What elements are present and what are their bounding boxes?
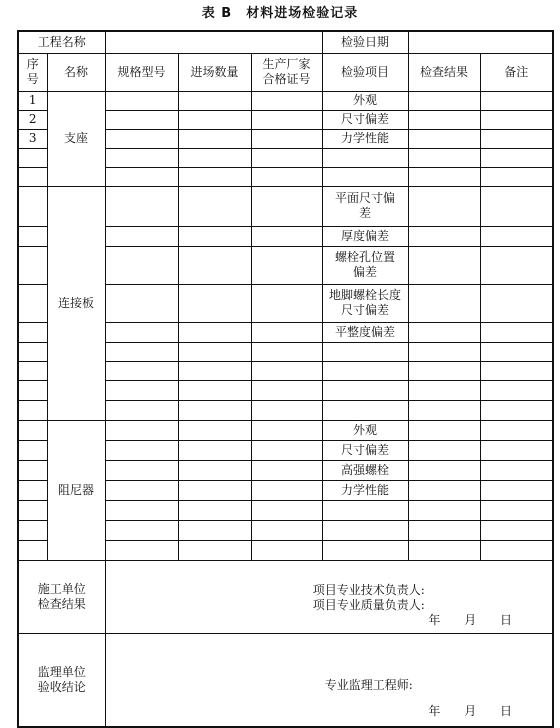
qty-cell[interactable] xyxy=(178,342,251,361)
remark-cell[interactable] xyxy=(480,440,553,460)
project-name-value[interactable] xyxy=(105,31,322,53)
item-cell xyxy=(322,500,408,520)
item-cell xyxy=(322,520,408,540)
result-cell[interactable] xyxy=(408,91,480,110)
seq-cell xyxy=(18,186,47,226)
spec-cell[interactable] xyxy=(105,110,178,129)
header-row-project xyxy=(18,31,553,53)
seq-cell xyxy=(18,322,47,342)
spec-cell[interactable] xyxy=(105,167,178,186)
result-cell[interactable] xyxy=(408,186,480,226)
spec-cell[interactable] xyxy=(105,520,178,540)
inspection-date-label: 检验日期 xyxy=(322,31,408,53)
remark-cell[interactable] xyxy=(480,460,553,480)
cert-cell[interactable] xyxy=(251,420,322,440)
construction-row xyxy=(18,560,553,633)
result-cell[interactable] xyxy=(408,148,480,167)
item-cell: 厚度偏差 xyxy=(322,226,408,246)
seq-cell xyxy=(18,540,47,560)
result-cell[interactable] xyxy=(408,322,480,342)
result-cell[interactable] xyxy=(408,540,480,560)
supervisor-label: 专业监理工程师: xyxy=(324,677,413,692)
item-cell xyxy=(322,540,408,560)
qty-cell[interactable] xyxy=(178,129,251,148)
cert-cell[interactable] xyxy=(251,129,322,148)
seq-cell: 2 xyxy=(18,110,47,129)
qty-cell[interactable] xyxy=(178,226,251,246)
column-remark: 备注 xyxy=(480,53,553,91)
group-name-cell: 连接板 xyxy=(47,186,105,420)
item-cell: 平面尺寸偏差 xyxy=(322,186,408,226)
qty-cell[interactable] xyxy=(178,380,251,400)
spec-cell[interactable] xyxy=(105,91,178,110)
remark-cell[interactable] xyxy=(480,380,553,400)
spec-cell[interactable] xyxy=(105,226,178,246)
qty-cell[interactable] xyxy=(178,148,251,167)
seq-cell xyxy=(18,342,47,361)
cert-cell[interactable] xyxy=(251,540,322,560)
column-qty: 进场数量 xyxy=(178,53,251,91)
qty-cell[interactable] xyxy=(178,420,251,440)
remark-cell[interactable] xyxy=(480,284,553,322)
spec-cell[interactable] xyxy=(105,460,178,480)
column-cert: 生产厂家合格证号 xyxy=(251,53,322,91)
cert-cell[interactable] xyxy=(251,284,322,322)
qty-cell[interactable] xyxy=(178,361,251,380)
spec-cell[interactable] xyxy=(105,284,178,322)
qty-cell[interactable] xyxy=(178,322,251,342)
cert-cell[interactable] xyxy=(251,342,322,361)
remark-cell[interactable] xyxy=(480,129,553,148)
qty-cell[interactable] xyxy=(178,440,251,460)
supervision-signature-area[interactable] xyxy=(105,633,553,727)
group-name-cell: 支座 xyxy=(47,91,105,186)
spec-cell[interactable] xyxy=(105,500,178,520)
quality-lead-label: 项目专业质量负责人: xyxy=(312,597,425,612)
seq-cell: 1 xyxy=(18,91,47,110)
construction-label: 施工单位检查结果 xyxy=(18,560,105,633)
cert-cell[interactable] xyxy=(251,400,322,420)
remark-cell[interactable] xyxy=(480,226,553,246)
column-seq: 序号 xyxy=(18,53,47,91)
result-cell[interactable] xyxy=(408,520,480,540)
qty-cell[interactable] xyxy=(178,520,251,540)
spec-cell[interactable] xyxy=(105,400,178,420)
spec-cell[interactable] xyxy=(105,420,178,440)
spec-cell[interactable] xyxy=(105,129,178,148)
result-cell[interactable] xyxy=(408,480,480,500)
result-cell[interactable] xyxy=(408,440,480,460)
cert-cell[interactable] xyxy=(251,520,322,540)
item-cell: 外观 xyxy=(322,91,408,110)
remark-cell[interactable] xyxy=(480,420,553,440)
item-cell xyxy=(322,167,408,186)
spec-cell[interactable] xyxy=(105,148,178,167)
cert-cell[interactable] xyxy=(251,322,322,342)
qty-cell[interactable] xyxy=(178,460,251,480)
table-row xyxy=(18,420,553,440)
tech-lead-label: 项目专业技术负责人: xyxy=(312,582,425,597)
item-cell xyxy=(322,148,408,167)
header-row-columns xyxy=(18,53,553,91)
item-cell: 平整度偏差 xyxy=(322,322,408,342)
spec-cell[interactable] xyxy=(105,540,178,560)
remark-cell[interactable] xyxy=(480,400,553,420)
qty-cell[interactable] xyxy=(178,246,251,284)
qty-cell[interactable] xyxy=(178,91,251,110)
result-cell[interactable] xyxy=(408,500,480,520)
result-cell[interactable] xyxy=(408,400,480,420)
spec-cell[interactable] xyxy=(105,246,178,284)
page-title: 表 B 材料进场检验记录 xyxy=(201,6,359,21)
seq-cell xyxy=(18,361,47,380)
supervision-row xyxy=(18,633,553,727)
spec-cell[interactable] xyxy=(105,322,178,342)
qty-cell[interactable] xyxy=(178,480,251,500)
spec-cell[interactable] xyxy=(105,440,178,460)
seq-cell xyxy=(18,440,47,460)
spec-cell[interactable] xyxy=(105,380,178,400)
cert-cell[interactable] xyxy=(251,226,322,246)
result-cell[interactable] xyxy=(408,226,480,246)
result-cell[interactable] xyxy=(408,110,480,129)
qty-cell[interactable] xyxy=(178,110,251,129)
item-cell xyxy=(322,342,408,361)
item-cell: 力学性能 xyxy=(322,129,408,148)
remark-cell[interactable] xyxy=(480,520,553,540)
seq-cell xyxy=(18,380,47,400)
cert-cell[interactable] xyxy=(251,91,322,110)
remark-cell[interactable] xyxy=(480,246,553,284)
spec-cell[interactable] xyxy=(105,361,178,380)
spec-cell[interactable] xyxy=(105,480,178,500)
remark-cell[interactable] xyxy=(480,322,553,342)
seq-cell: 3 xyxy=(18,129,47,148)
cert-cell[interactable] xyxy=(251,460,322,480)
item-cell: 螺栓孔位置偏差 xyxy=(322,246,408,284)
seq-cell xyxy=(18,167,47,186)
table-row xyxy=(18,91,553,110)
construction-date: 年 月 日 xyxy=(428,612,523,627)
item-cell: 外观 xyxy=(322,420,408,440)
result-cell[interactable] xyxy=(408,380,480,400)
remark-cell[interactable] xyxy=(480,91,553,110)
item-cell xyxy=(322,400,408,420)
column-name: 名称 xyxy=(47,53,105,91)
item-cell: 地脚螺栓长度尺寸偏差 xyxy=(322,284,408,322)
seq-cell xyxy=(18,148,47,167)
item-cell: 力学性能 xyxy=(322,480,408,500)
remark-cell[interactable] xyxy=(480,110,553,129)
cert-cell[interactable] xyxy=(251,480,322,500)
table-row xyxy=(18,186,553,226)
qty-cell[interactable] xyxy=(178,400,251,420)
seq-cell xyxy=(18,520,47,540)
remark-cell[interactable] xyxy=(480,480,553,500)
cert-cell[interactable] xyxy=(251,361,322,380)
seq-cell xyxy=(18,480,47,500)
cert-cell[interactable] xyxy=(251,246,322,284)
result-cell[interactable] xyxy=(408,342,480,361)
seq-cell xyxy=(18,246,47,284)
cert-cell[interactable] xyxy=(251,110,322,129)
cert-cell[interactable] xyxy=(251,167,322,186)
result-cell[interactable] xyxy=(408,420,480,440)
column-result: 检查结果 xyxy=(408,53,480,91)
column-item: 检验项目 xyxy=(322,53,408,91)
cert-cell[interactable] xyxy=(251,500,322,520)
supervision-date: 年 月 日 xyxy=(428,703,523,718)
item-cell xyxy=(322,361,408,380)
cert-cell[interactable] xyxy=(251,440,322,460)
qty-cell[interactable] xyxy=(178,167,251,186)
remark-cell[interactable] xyxy=(480,186,553,226)
remark-cell[interactable] xyxy=(480,500,553,520)
spec-cell[interactable] xyxy=(105,186,178,226)
supervision-label: 监理单位验收结论 xyxy=(18,633,105,727)
result-cell[interactable] xyxy=(408,167,480,186)
item-cell: 高强螺栓 xyxy=(322,460,408,480)
seq-cell xyxy=(18,284,47,322)
group-name-cell: 阻尼器 xyxy=(47,420,105,560)
inspection-date-value[interactable] xyxy=(408,31,553,53)
qty-cell[interactable] xyxy=(178,540,251,560)
project-name-label: 工程名称 xyxy=(18,31,105,53)
remark-cell[interactable] xyxy=(480,342,553,361)
result-cell[interactable] xyxy=(408,361,480,380)
item-cell: 尺寸偏差 xyxy=(322,440,408,460)
seq-cell xyxy=(18,400,47,420)
result-cell[interactable] xyxy=(408,284,480,322)
construction-signature-area[interactable] xyxy=(105,560,553,633)
result-cell[interactable] xyxy=(408,129,480,148)
column-spec: 规格型号 xyxy=(105,53,178,91)
cert-cell[interactable] xyxy=(251,380,322,400)
qty-cell[interactable] xyxy=(178,500,251,520)
remark-cell[interactable] xyxy=(480,148,553,167)
result-cell[interactable] xyxy=(408,246,480,284)
seq-cell xyxy=(18,420,47,440)
seq-cell xyxy=(18,226,47,246)
cert-cell[interactable] xyxy=(251,148,322,167)
qty-cell[interactable] xyxy=(178,186,251,226)
qty-cell[interactable] xyxy=(178,284,251,322)
cert-cell[interactable] xyxy=(251,186,322,226)
remark-cell[interactable] xyxy=(480,167,553,186)
item-cell: 尺寸偏差 xyxy=(322,110,408,129)
spec-cell[interactable] xyxy=(105,342,178,361)
item-cell xyxy=(322,380,408,400)
seq-cell xyxy=(18,460,47,480)
seq-cell xyxy=(18,500,47,520)
remark-cell[interactable] xyxy=(480,540,553,560)
result-cell[interactable] xyxy=(408,460,480,480)
inspection-record-table xyxy=(17,30,554,728)
remark-cell[interactable] xyxy=(480,361,553,380)
